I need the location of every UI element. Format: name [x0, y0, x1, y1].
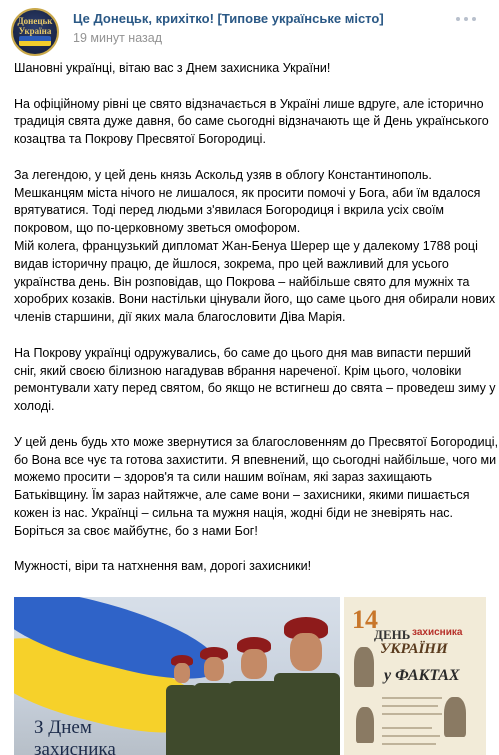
avatar[interactable] — [11, 8, 59, 56]
avatar-flag-band — [19, 36, 51, 46]
post-text-line: Батьківщину. Їм зараз найтяжче, але саме вони – захисники, якими пишається — [14, 488, 470, 503]
post-text-line: козацтва та Покрову Пресвятої Богородиці. — [14, 132, 266, 147]
page-name-link[interactable]: Це Донецьк, крихітко! [Типове українське місто] — [73, 11, 384, 26]
post-text-line: Мужності, віри та натхнення вам, дорогі захисники! — [14, 559, 312, 574]
post-text-line: холоді. — [14, 399, 55, 414]
post-text-line: ремонтували хату перед святом, бо якщо не встигнеш до свята – проведеш зиму у — [14, 381, 496, 396]
post-text-line: хоробрих козаків. Вони настільки цінували його, що саме цього дня обирали нових — [14, 292, 496, 307]
post-text-line: У цей день будь хто може звернутися за благословенням до Пресвятої Богородиці, — [14, 434, 499, 449]
poster-red-label: захисника — [412, 627, 463, 638]
post-paragraph — [14, 96, 492, 149]
post-text-line: Мій колега, французький дипломат Жан-Бенуа Шерер ще у далекому 1788 році — [14, 238, 478, 253]
post-text-line: На Покрову українці одружувались, бо саме до цього дня мав випасти перший — [14, 345, 472, 360]
dot-icon — [464, 17, 468, 21]
post-header — [0, 0, 499, 58]
caption-line: З Днем — [34, 717, 92, 738]
post-paragraph — [14, 558, 492, 576]
poster-number: 14 — [352, 605, 378, 634]
soldier-figure — [194, 647, 234, 755]
poster-country-label: УКРАЇНИ — [380, 641, 448, 657]
post-text — [14, 60, 499, 630]
post-text-line: традиція свята дуже давня, бо саме сьогодні відзначають ще й День українського — [14, 114, 489, 129]
soldier-figure — [274, 617, 340, 755]
post-text-line: Шановні українці, вітаю вас з Днем захисника України! — [14, 61, 331, 75]
post-paragraph — [14, 345, 496, 416]
post-text-line: врятуватися. Тоді перед людьми з'явилася Богородиця і вкрила усіх своїм — [14, 203, 445, 218]
photo-defender-day[interactable] — [14, 597, 340, 755]
poster-text-line — [382, 735, 440, 737]
post-text-line: Боріться за своє майбутнє, бо з нами Бог! — [14, 523, 258, 538]
poster-cossack-figure — [354, 647, 374, 687]
poster-text-line — [382, 697, 442, 699]
post-paragraph — [14, 167, 496, 327]
post-timestamp[interactable]: 19 минут назад — [73, 31, 162, 45]
dot-icon — [472, 17, 476, 21]
poster-text-line — [382, 713, 442, 715]
post-attachments — [14, 597, 486, 755]
poster-text-line — [382, 705, 438, 707]
soldiers-illustration — [154, 617, 340, 755]
photo-poster-facts[interactable] — [344, 597, 486, 755]
post-text-line: можемо просити – здоров'я та сили нашим воїнам, які зараз захищають — [14, 470, 432, 485]
post-text-line: покровом, що по-церковному зветься омофором. — [14, 221, 301, 236]
poster-soldier-figure — [444, 697, 466, 737]
post-text-line: бо Вона все чує та готова захистити. Я впевнений, що сьогодні найбільше, чого ми — [14, 452, 497, 467]
dot-icon — [456, 17, 460, 21]
poster-text-line — [382, 743, 436, 745]
post-text-line: українства день. Він розповідав, що Покрова – найбільше свято для мужніх та — [14, 274, 470, 289]
avatar-text-top: Донецьк — [17, 16, 53, 26]
post-text-line: За легендою, у цей день князь Аскольд узяв в облогу Константинополь. — [14, 167, 432, 182]
poster-figure — [356, 707, 374, 743]
post-paragraph — [14, 60, 492, 78]
poster-day-label: ДЕНЬ — [374, 627, 411, 642]
poster-facts-label: у ФАКТАХ — [384, 667, 460, 684]
post-text-line: На офіційному рівні це свято відзначається в Україні лише вдруге, але історично — [14, 96, 484, 111]
photo-caption — [34, 717, 116, 755]
soldier-figure — [166, 655, 198, 755]
soldier-figure — [229, 637, 279, 755]
post-paragraph — [14, 434, 499, 541]
post-text-line: сніг, який своєю білизною нагадував вбрання нареченої. Крім цього, чоловіки — [14, 363, 462, 378]
post-text-line: Мешканцям міста нічого не лишалося, як просити помочі у Бога, аби їм вдалося — [14, 185, 481, 200]
post-text-line: видав історичну працю, де йшлося, зокрема, про цей важливий для усього — [14, 256, 449, 271]
poster-text-line — [382, 727, 432, 729]
more-options-icon[interactable] — [456, 13, 476, 25]
post-text-line: кожен із нас. Українці – сильна та мужня нація, жодні біди не зневірять нас. — [14, 505, 453, 520]
post-text-line: членів старшини, дії яких мала благословити Діва Марія. — [14, 310, 346, 325]
caption-line: захисника — [34, 739, 116, 755]
avatar-text-bottom: Україна — [18, 26, 52, 36]
